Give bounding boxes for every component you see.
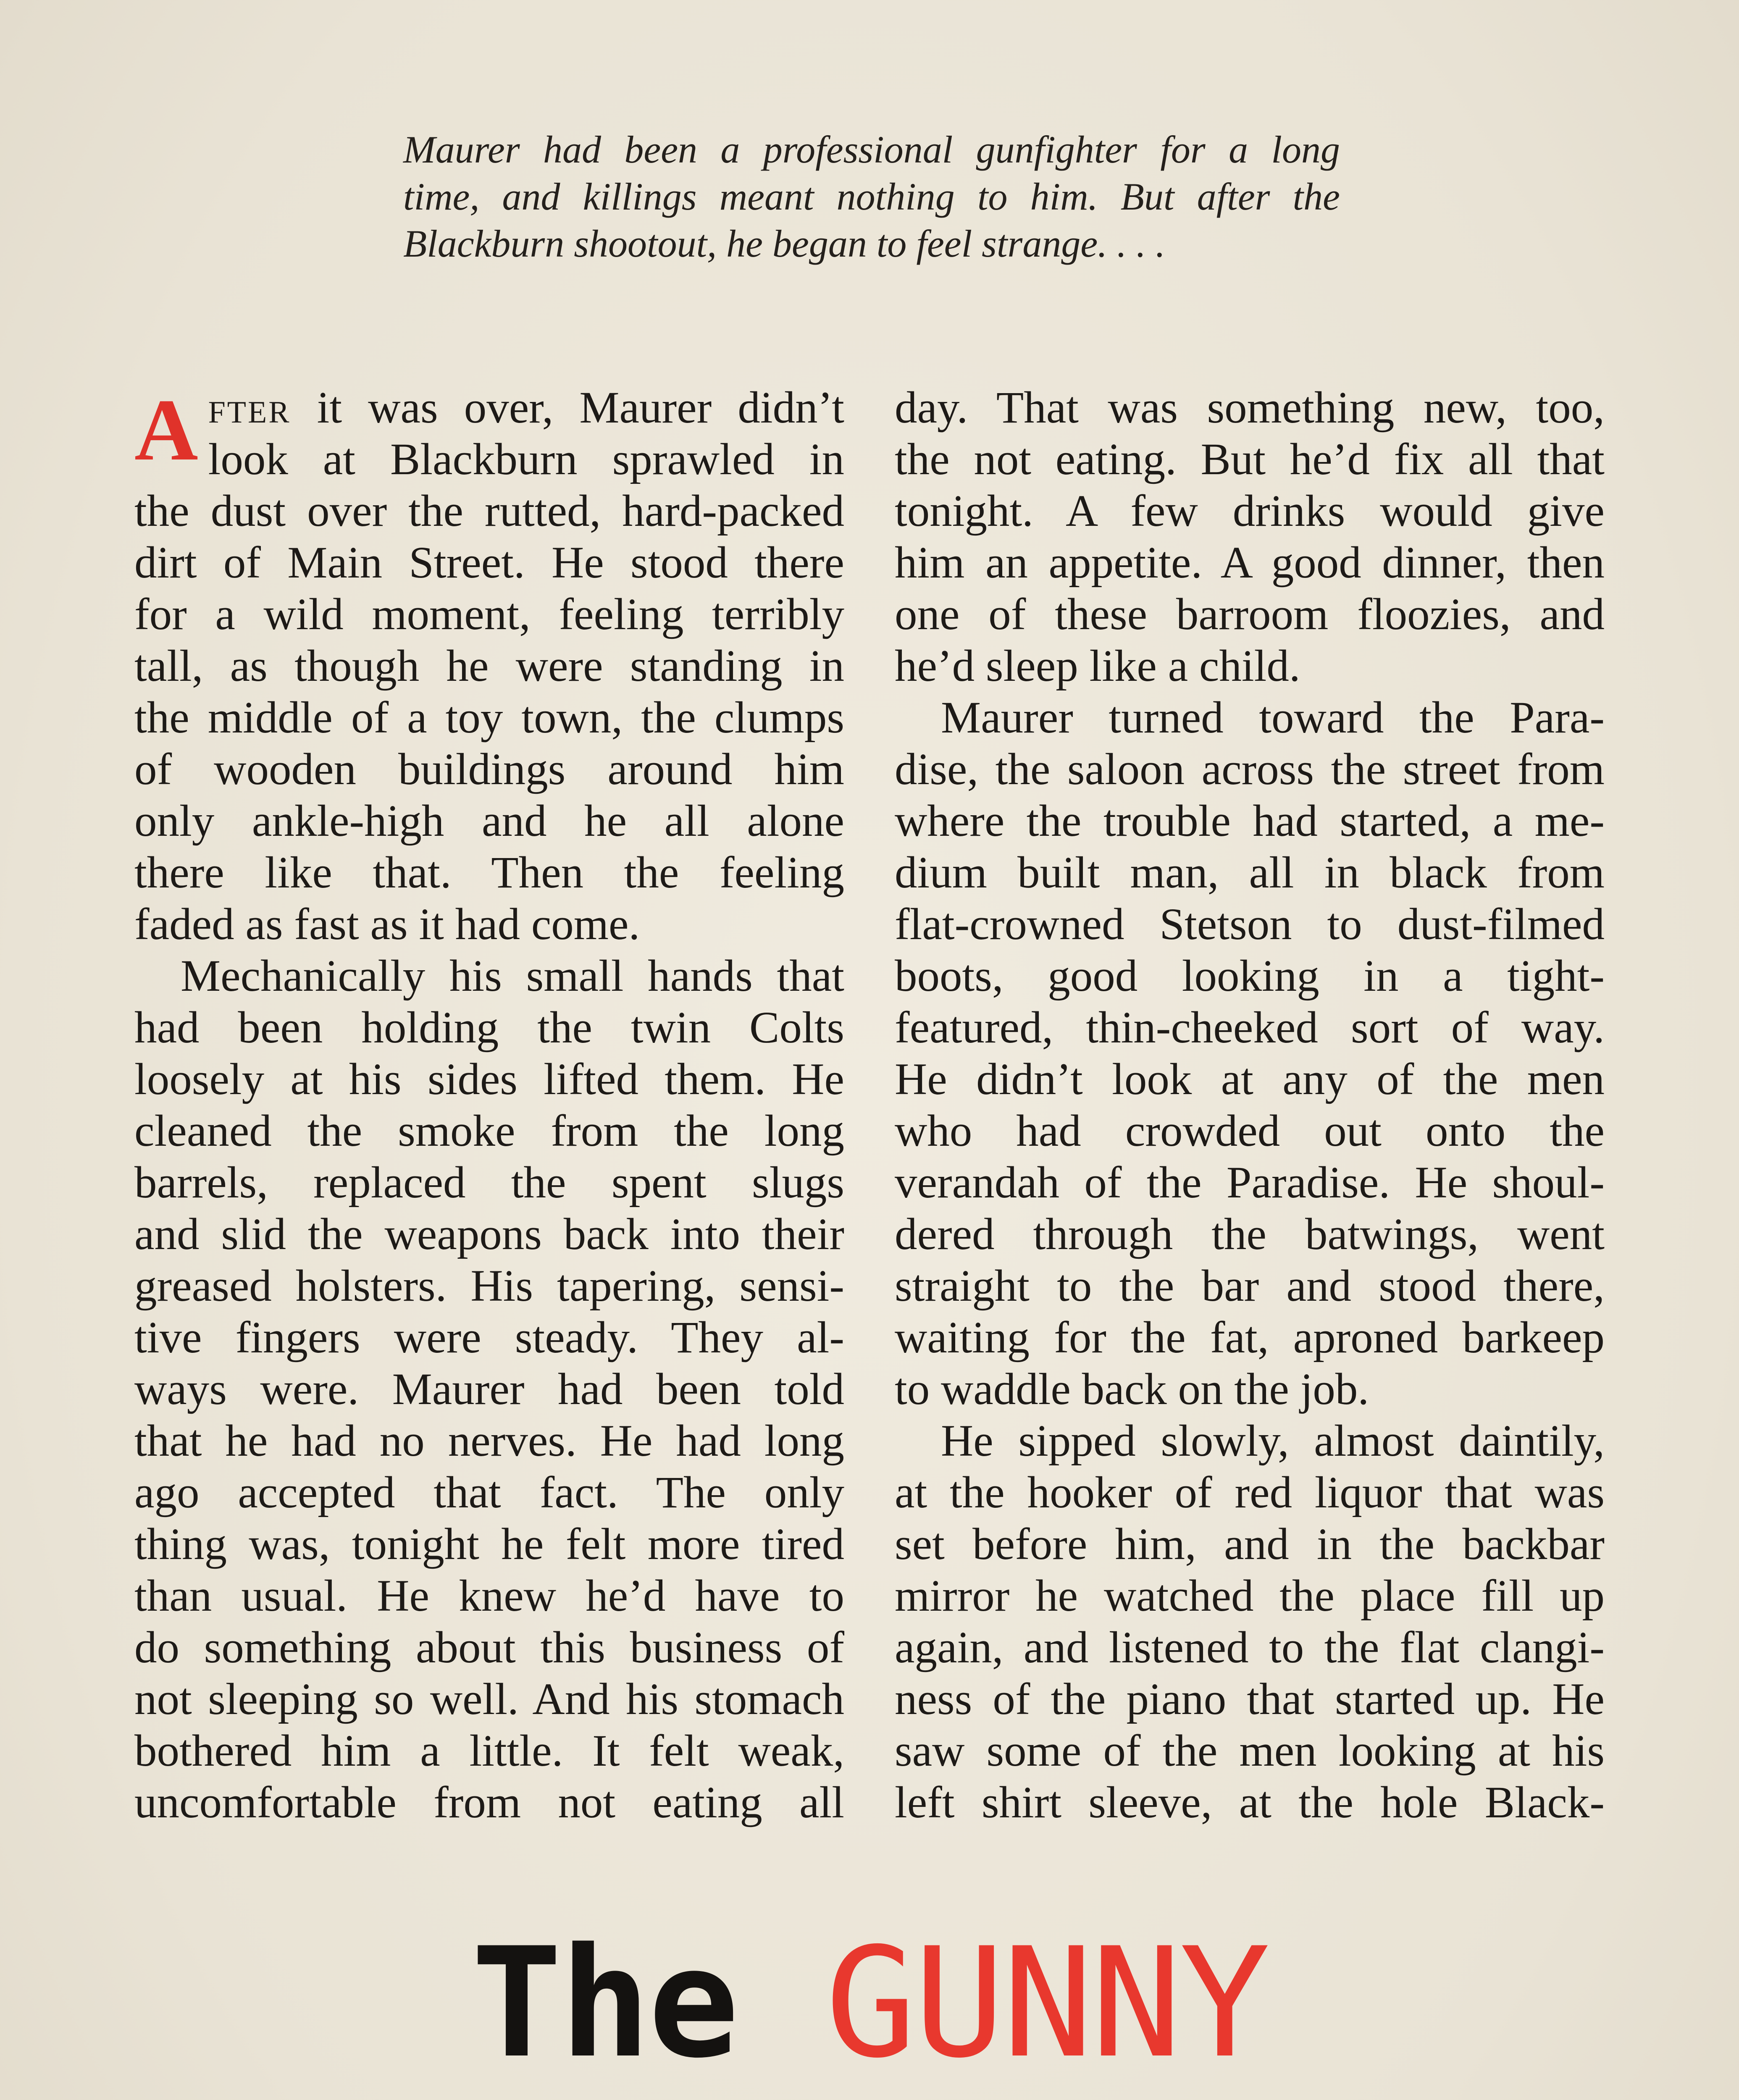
text-line: than usual. He knew he’d have to: [134, 1571, 844, 1621]
text-line: for a wild moment, feeling terribly: [134, 590, 844, 639]
text-line: tall, as though he were standing in: [134, 641, 844, 691]
text-line: he’d sleep like a child.: [895, 641, 1300, 691]
text-line: again, and listened to the flat clangi-: [895, 1623, 1605, 1672]
text-line: had been holding the twin Colts: [134, 1003, 844, 1053]
text-line: flat-crowned Stetson to dust-filmed: [895, 900, 1605, 949]
text-line: dered through the batwings, went: [895, 1210, 1605, 1259]
text-line: straight to the bar and stood there,: [895, 1261, 1605, 1311]
story-column-right: [895, 382, 1605, 1829]
text-line: only ankle-high and he all alone: [134, 796, 844, 846]
text-line: and slid the weapons back into their: [134, 1210, 844, 1259]
story-column-left: [134, 382, 844, 1829]
text-line: left shirt sleeve, at the hole Black-: [895, 1778, 1605, 1827]
text-line: loosely at his sides lifted them. He: [134, 1055, 844, 1104]
text-line: dise, the saloon across the street from: [895, 745, 1605, 794]
text-line: at the hooker of red liquor that was: [895, 1468, 1605, 1517]
blurb-line: Blackburn shootout, he began to feel strange. . . .: [403, 222, 1166, 265]
text-line: He sipped slowly, almost daintily,: [941, 1416, 1605, 1466]
text-line: look at Blackburn sprawled in: [208, 435, 844, 484]
blurb-line: time, and killings meant nothing to him. But after the: [403, 175, 1340, 218]
text-line: He didn’t look at any of the men: [895, 1055, 1605, 1104]
text-line: uncomfortable from not eating all: [134, 1778, 844, 1827]
title-word-the: The: [471, 1915, 737, 2091]
drop-cap: A: [134, 381, 198, 479]
text-line: day. That was something new, too,: [895, 383, 1605, 433]
text-line: ways were. Maurer had been told: [134, 1365, 844, 1414]
text-line: that he had no nerves. He had long: [134, 1416, 844, 1466]
text-line: to waddle back on the job.: [895, 1365, 1369, 1414]
text-line: one of these barroom floozies, and: [895, 590, 1605, 639]
text-line: waiting for the fat, aproned barkeep: [895, 1313, 1605, 1362]
story-title: [0, 1915, 1739, 2092]
blurb-line: Maurer had been a professional gunfighter for a long: [403, 128, 1340, 171]
text-line: do something about this business of: [134, 1623, 844, 1672]
text-line: faded as fast as it had come.: [134, 900, 640, 949]
text-line: Maurer turned toward the Para-: [941, 693, 1605, 743]
text-line: dium built man, all in black from: [895, 848, 1605, 898]
text-line: [134, 382, 844, 434]
text-line: where the trouble had started, a me-: [895, 796, 1605, 846]
text-line: set before him, and in the backbar: [895, 1520, 1605, 1569]
text-line: dirt of Main Street. He stood there: [134, 538, 844, 588]
text-line: Mechanically his small hands that: [181, 951, 844, 1001]
text-line-content: it was over, Maurer didn’t: [291, 383, 844, 433]
text-line: the middle of a toy town, the clumps: [134, 693, 844, 743]
text-line: verandah of the Paradise. He shoul-: [895, 1158, 1605, 1208]
title-word-gunny: GUNNY: [825, 1915, 1268, 2091]
text-line: boots, good looking in a tight-: [895, 951, 1605, 1001]
text-line: saw some of the men looking at his: [895, 1726, 1605, 1776]
first-word-smallcaps: FTER: [208, 395, 291, 430]
story-blurb: [403, 126, 1340, 267]
text-line: thing was, tonight he felt more tired: [134, 1520, 844, 1569]
text-line: tive fingers were steady. They al-: [134, 1313, 844, 1362]
text-line: cleaned the smoke from the long: [134, 1106, 844, 1156]
text-line: ness of the piano that started up. He: [895, 1675, 1605, 1724]
text-line: him an appetite. A good dinner, then: [895, 538, 1605, 588]
text-line: greased holsters. His tapering, sensi-: [134, 1261, 844, 1311]
text-line: tonight. A few drinks would give: [895, 486, 1605, 536]
text-line: not sleeping so well. And his stomach: [134, 1675, 844, 1724]
text-line: barrels, replaced the spent slugs: [134, 1158, 844, 1208]
text-line: ago accepted that fact. The only: [134, 1468, 844, 1517]
text-line: the dust over the rutted, hard-packed: [134, 486, 844, 536]
text-line: bothered him a little. It felt weak,: [134, 1726, 844, 1776]
text-line: of wooden buildings around him: [134, 745, 844, 794]
text-line: mirror he watched the place fill up: [895, 1571, 1605, 1621]
text-line: who had crowded out onto the: [895, 1106, 1605, 1156]
text-line: featured, thin-cheeked sort of way.: [895, 1003, 1605, 1053]
text-line: the not eating. But he’d fix all that: [895, 435, 1605, 484]
text-line: there like that. Then the feeling: [134, 848, 844, 898]
